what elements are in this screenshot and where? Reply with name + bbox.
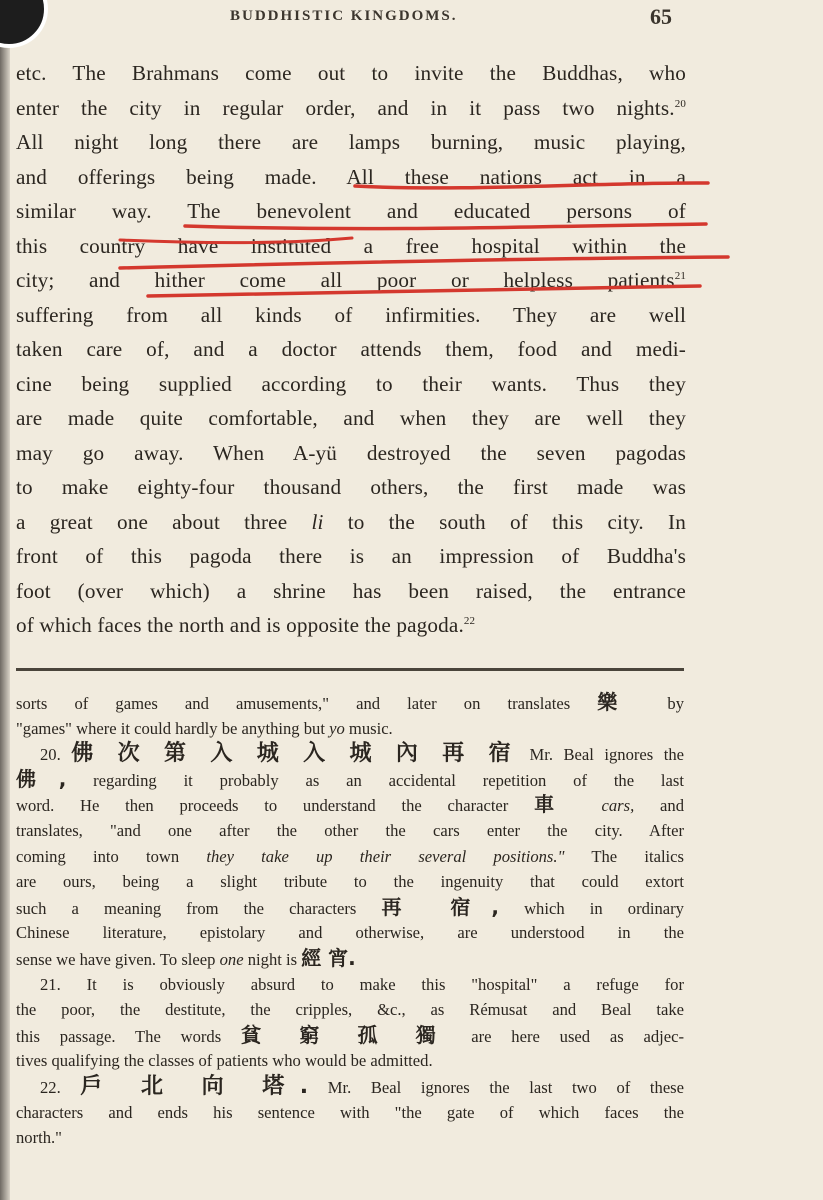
footnote-21: 21. It is obviously absurd to make this "hospital" a refuge for	[40, 974, 684, 994]
footnote-line: tives qualifying the classes of patients who would be admitted.	[16, 1051, 433, 1071]
footnote-line: the poor, the destitute, the cripples, &c., as Rémusat and Beal take	[16, 1000, 684, 1020]
footnote-text: Mr. Beal ignores the	[529, 745, 685, 765]
chinese-characters: 經 宵.	[301, 945, 356, 970]
footnote-22	[16, 1074, 684, 1100]
footnote-line: north."	[16, 1128, 62, 1148]
body-line-text: of which faces the north and is opposite the pagoda.	[16, 613, 464, 637]
footnote-line	[16, 946, 684, 972]
footnote-text: "games" where it could hardly be anything but	[16, 718, 325, 738]
body-line-text: a great one about three	[16, 509, 288, 534]
footnote-text: word. He then proceeds to understand the character	[16, 796, 509, 816]
body-line: to make eighty-four thousand others, the first made was	[16, 475, 686, 499]
footnote-line: are ours, being a slight tribute to the ingenuity that could extort	[16, 872, 684, 892]
footnote-ref-20[interactable]: 20	[674, 97, 686, 110]
body-line: may go away. When A-yü destroyed the seven pagodas	[16, 440, 686, 465]
page-gutter-shadow	[0, 0, 10, 1200]
running-head	[0, 6, 823, 30]
body-line: suffering from all kinds of infirmities. They are well	[16, 302, 686, 327]
footnote-line	[16, 1023, 684, 1049]
footnote-text: music.	[348, 718, 393, 738]
chinese-characters: 再 宿,	[381, 894, 499, 919]
footnote-text: sorts of games and amusements," and later on translates	[16, 694, 571, 713]
footnote-line: translates, "and one after the other the cars enter the city. After	[16, 820, 684, 840]
footnote-20	[16, 741, 684, 767]
page-number: 65	[650, 4, 672, 29]
body-line: taken care of, and a doctor attends them, food and medi-	[16, 337, 686, 361]
body-line-text: enter the city in regular order, and in it pass two nights.	[16, 95, 675, 120]
footnote-ref-21[interactable]: 21	[674, 269, 686, 282]
body-line: this country have instituted a free hospital within the	[16, 233, 686, 258]
body-line: similar way. The benevolent and educated persons of	[16, 199, 686, 223]
chinese-characters: 貧 窮 孤 獨	[241, 1022, 452, 1047]
body-line: front of this pagoda there is an impression of Buddha's	[16, 544, 686, 568]
chinese-characters: 佛,	[16, 766, 67, 791]
footnote-text: by	[667, 694, 684, 713]
footnote-text: such a meaning from the characters	[16, 898, 357, 918]
footnote-text: and	[660, 796, 684, 816]
italic-phrase: they take up their several positions."	[206, 846, 565, 866]
footnote-text: this passage. The words	[16, 1026, 222, 1046]
body-line: and offerings being made. All these nations act in a	[16, 164, 686, 189]
footnote-text: sense we have given. To sleep	[16, 949, 216, 969]
footnote-line	[16, 690, 684, 716]
footnote-number: 22.	[40, 1077, 61, 1097]
italic-term: yo	[329, 718, 345, 738]
italic-term: cars,	[601, 796, 635, 816]
body-line: All night long there are lamps burning, music playing,	[16, 130, 686, 154]
running-title: BUDDHISTIC KINGDOMS.	[230, 8, 458, 24]
body-line: are made quite comfortable, and when they are well they	[16, 406, 686, 430]
chinese-characters: 佛 次 第 入 城 入 城 內 再 宿	[71, 741, 519, 767]
footnote-text: night is	[247, 949, 298, 969]
body-line	[16, 91, 686, 126]
body-line-text: to the south of this city. In	[347, 509, 686, 534]
chinese-characters: 車	[534, 792, 576, 817]
italic-term: li	[311, 509, 324, 534]
footnote-text: which in ordinary	[524, 898, 684, 918]
footnote-divider	[16, 668, 684, 671]
footnote-text: are here used as adjec-	[471, 1026, 685, 1046]
footnote-line	[16, 792, 684, 818]
italic-term: one	[219, 949, 244, 969]
footnote-line	[16, 767, 684, 793]
body-line	[16, 608, 686, 643]
footnote-line	[16, 716, 684, 742]
footnote-text: The italics	[591, 846, 684, 866]
footnote-text: regarding it probably as an accidental repetition of the last	[93, 770, 684, 790]
footnote-number: 20.	[40, 745, 61, 765]
footnote-line: characters and ends his sentence with "the gate of which faces the	[16, 1102, 684, 1122]
footnotes	[16, 690, 684, 1151]
footnote-ref-22[interactable]: 22	[463, 614, 476, 627]
footnote-line	[16, 844, 684, 870]
footnote-line: Chinese literature, epistolary and otherwise, are understood in the	[16, 923, 684, 943]
footnote-text: coming into town	[16, 846, 180, 866]
footnote-text: Mr. Beal ignores the last two of these	[327, 1077, 685, 1097]
body-line: foot (over which) a shrine has been raised, the entrance	[16, 578, 686, 603]
body-line	[16, 505, 686, 540]
body-line: etc. The Brahmans come out to invite the Buddhas, who	[16, 61, 686, 85]
footnote-line	[16, 895, 684, 921]
body-line-text: city; and hither come all poor or helpless patients	[16, 268, 675, 292]
body-line: cine being supplied according to their wants. Thus they	[16, 371, 686, 396]
chinese-characters: 樂	[597, 690, 641, 714]
body-text	[16, 56, 686, 643]
chinese-characters: 戶 北 向 塔.	[80, 1073, 309, 1099]
body-line	[16, 263, 686, 298]
